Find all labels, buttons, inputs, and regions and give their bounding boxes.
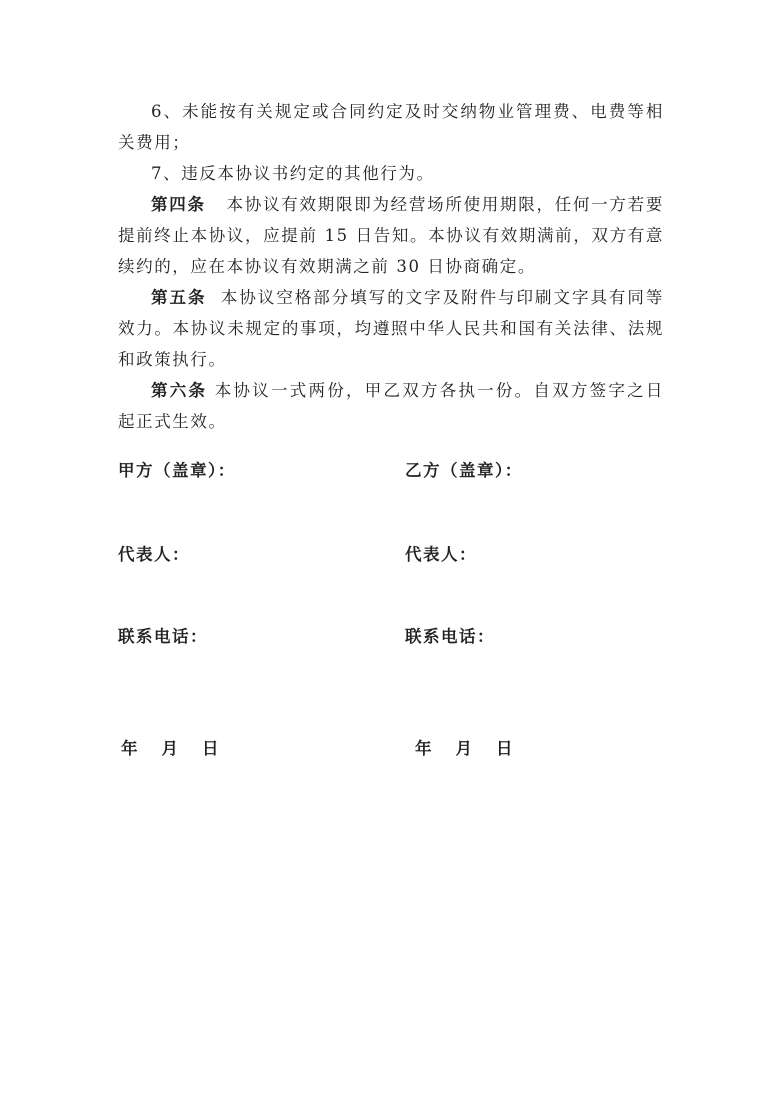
clause-item-6	[118, 96, 664, 158]
date-year: 年	[415, 739, 432, 758]
party-a-phone-label: 联系电话：	[118, 627, 208, 646]
party-b-date	[415, 735, 513, 759]
party-b-representative-label: 代表人：	[405, 545, 477, 564]
article-heading: 第五条	[151, 288, 207, 307]
article-6	[118, 375, 664, 437]
clause-text: 6、未能按有关规定或合同约定及时交纳物业管理费、电费等相关费用；	[118, 102, 664, 152]
date-month: 月	[161, 739, 178, 758]
party-b-phone-label: 联系电话：	[405, 627, 495, 646]
article-5	[118, 282, 664, 375]
date-day: 日	[496, 739, 513, 758]
date-year: 年	[121, 739, 138, 758]
date-month: 月	[455, 739, 472, 758]
article-text: 本协议一式两份，甲乙双方各执一份。自双方签字之日起正式生效。	[118, 381, 664, 431]
article-text: 本协议有效期限即为经营场所使用期限，任何一方若要提前终止本协议，应提前 15 日告知。本协议有效期满前，双方有意续约的，应在本协议有效期满之前 30 日协商确定。	[118, 195, 664, 276]
clause-item-7	[118, 158, 664, 189]
article-text: 本协议空格部分填写的文字及附件与印刷文字具有同等效力。本协议未规定的事项，均遵照中华人民共和国有关法律、法规和政策执行。	[118, 288, 664, 369]
date-day: 日	[202, 739, 219, 758]
article-heading: 第四条	[151, 195, 206, 214]
agreement-body	[118, 96, 664, 437]
article-4	[118, 189, 664, 282]
party-b-seal-label: 乙方（盖章）：	[405, 461, 523, 480]
party-a-seal-label: 甲方（盖章）：	[118, 461, 236, 480]
article-heading: 第六条	[151, 381, 208, 400]
clause-text: 7、违反本协议书约定的其他行为。	[151, 164, 435, 183]
party-a-date	[121, 735, 219, 759]
party-a-representative-label: 代表人：	[118, 545, 190, 564]
